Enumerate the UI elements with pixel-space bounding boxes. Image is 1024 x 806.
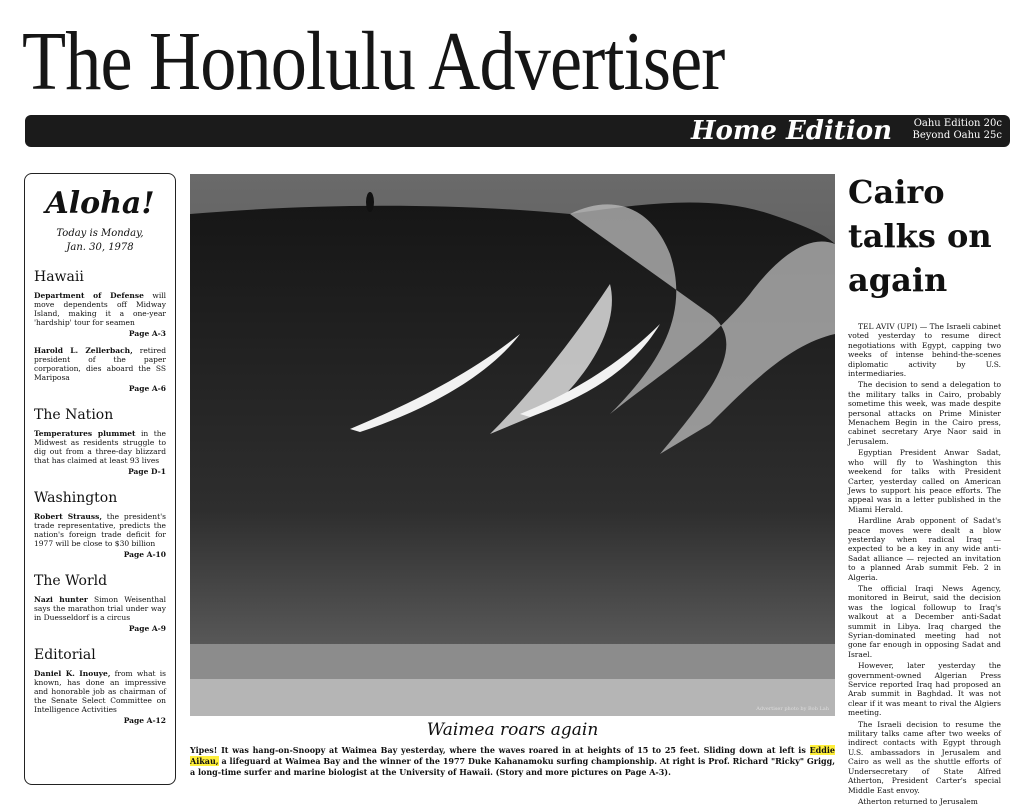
caption-title: Waimea roars again (426, 720, 599, 740)
index-item-text: in the Midwest as residents struggle to dig out from a three-day blizzard that has claimed at least 93 lives (34, 429, 166, 465)
index-item-text: the president's trade representative, predicts the nation's foreign trade deficit for 1977 will be close to $30 billion (34, 512, 166, 548)
page-reference-link[interactable]: Page D-1 (128, 467, 166, 476)
wave-illustration (190, 174, 835, 716)
article-paragraph: Egyptian President Anwar Sadat, who will fly to Washington this weekend for talks with President Carter, yesterday called on American Jews to support his peace efforts. The appeal was in a letter published in the Miami Herald. (848, 448, 1001, 514)
sidebar-section (34, 269, 166, 393)
page-reference-link[interactable]: Page A-9 (128, 624, 166, 633)
index-item-text: Simon Weisenthal says the marathon trial under way in Duesseldorf is a circus (34, 595, 166, 622)
index-item-text: retired president of the paper corporation, dies aboard the SS Mariposa (34, 346, 166, 382)
article-body (848, 322, 1001, 806)
photo-caption (190, 745, 835, 778)
price-oahu: Oahu Edition 20c (913, 118, 1002, 129)
headline-line: again (848, 261, 948, 299)
edition-title: Home Edition (690, 116, 892, 146)
section-title: Washington (34, 490, 118, 506)
index-item (34, 595, 166, 622)
index-item-lead: Nazi hunter (34, 595, 88, 604)
page-reference-link[interactable]: Page A-6 (128, 384, 166, 393)
article-paragraph: The decision to send a delegation to the military talks in Cairo, probably sometime this week, was made despite personal attacks on Prime Minister Menachem Begin in the Cairo press, cabinet secretary Arye Naor said in Jerusalem. (848, 380, 1001, 446)
sidebar-section (34, 647, 166, 725)
section-title: Editorial (34, 647, 96, 663)
sidebar-sections (34, 269, 166, 725)
index-item-lead: Department of Defense (34, 291, 144, 300)
index-item (34, 429, 166, 465)
surf-photo (190, 174, 835, 716)
index-item (34, 669, 166, 714)
sidebar-date: Jan. 30, 1978 (66, 242, 134, 253)
sidebar-section (34, 573, 166, 633)
index-item-lead: Temperatures plummet (34, 429, 136, 438)
sidebar-section (34, 407, 166, 476)
article-paragraph: The Israeli decision to resume the military talks came after two weeks of indirect contacts with Egypt through U.S. ambassadors in Jerusalem and Cairo as well as the shuttle efforts of Undersecretary of State Alfred Atherton, President Carter's special Middle East envoy. (848, 719, 1001, 795)
article-paragraph: Atherton returned to Jerusalem (858, 796, 978, 806)
sidebar-greeting: Aloha! (45, 186, 155, 221)
page-reference-link[interactable]: Page A-3 (128, 329, 166, 338)
section-title: The World (34, 573, 108, 589)
headline-line: talks on (848, 217, 992, 255)
sidebar-today: Today is Monday, (56, 228, 144, 239)
index-sidebar (24, 173, 176, 785)
article-headline (848, 170, 1013, 302)
index-item-lead: Robert Strauss, (34, 512, 102, 521)
headline-line: Cairo (848, 173, 945, 211)
section-title: The Nation (34, 407, 114, 423)
sidebar-section (34, 490, 166, 559)
index-item-text: will move dependents off Midway Island, making it a one-year 'hardship' tour for seamen (34, 291, 167, 327)
article-paragraph: The official Iraqi News Agency, monitored in Beirut, said the decision was the logical followup to Iraq's walkout at a December anti-Sadat summit in Libya. Iraq charged the Syrian-dominated meeting had not gone far enough in opposing Sadat and Israel. (848, 583, 1001, 659)
index-item (34, 346, 166, 382)
caption-lead: Yipes! (190, 745, 218, 755)
index-item (34, 291, 166, 327)
masthead-title: The Honolulu Advertiser (22, 15, 725, 108)
article-paragraph: However, later yesterday the government-owned Algerian Press Service reported Iraq had proposed an Arab summit in Baghdad. It was not clear if it was meant to rival the Algiers meeting. (848, 661, 1001, 718)
caption-highlight[interactable]: Eddie Aikau, (190, 745, 835, 766)
photo-credit: Advertiser photo by Bob Lah (756, 706, 829, 712)
page-reference-link[interactable]: Page A-10 (123, 550, 166, 559)
page-reference-link[interactable]: Page A-12 (123, 716, 166, 725)
article-paragraph: Hardline Arab opponent of Sadat's peace moves were dealt a blow yesterday when radical Iraq — expected to be a key in any wide anti-Sadat alliance — rejected an invitation to a planned Arab summit Feb. 2 in Algeria. (848, 516, 1001, 582)
article-paragraph: TEL AVIV (UPI) — The Israeli cabinet voted yesterday to resume direct negotiations with Egypt, capping two weeks of intense behind-the-scenes diplomatic activity by U.S. intermediaries. (848, 322, 1001, 379)
index-item-lead: Harold L. Zellerbach, (34, 346, 133, 355)
index-item-text: from what is known, has done an impressive and honorable job as chairman of the Senate Select Committee on Intelligence Activities (34, 669, 167, 714)
caption-text-before: It was hang-on-Snoopy at Waimea Bay yesterday, where the waves roared in at heights of 15 to 25 feet. Sliding down at left is (217, 745, 810, 755)
section-title: Hawaii (34, 269, 84, 285)
price-beyond: Beyond Oahu 25c (912, 130, 1002, 141)
index-item-lead: Daniel K. Inouye, (34, 669, 111, 678)
edition-prices (892, 118, 1002, 142)
edition-bar (25, 115, 1010, 147)
caption-text-after: a lifeguard at Waimea Bay and the winner of the 1977 Duke Kahanamoku surfing championship. At right is Prof. Richard "Ricky" Grigg, a long-time surfer and marine biologist at the University of Hawaii. (Story and more pictures on Page A-3). (190, 756, 835, 777)
index-item (34, 512, 166, 548)
